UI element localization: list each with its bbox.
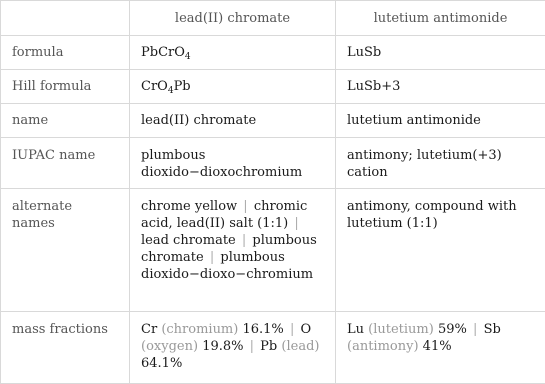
row-label-formula: formula — [1, 36, 130, 70]
formula-lead-chromate — [130, 36, 336, 70]
alternate-name: chromic acid, lead(II) salt (1:1) — [141, 199, 307, 231]
separator: | — [288, 322, 296, 337]
hill-subscript: 4 — [168, 86, 174, 96]
element-symbol: Pb — [260, 339, 277, 354]
table-row — [1, 70, 545, 104]
row-label-alternate-names: alternate names — [1, 189, 130, 312]
element-symbol: O — [300, 322, 311, 337]
element-name: (lead) — [281, 339, 319, 354]
alternate-name: lead chromate — [141, 233, 236, 248]
row-label-mass-fractions: mass fractions — [1, 312, 130, 384]
alternate-names-lead-chromate — [130, 189, 336, 312]
alternate-name: plumbous chromate — [141, 233, 317, 265]
name-lutetium-antimonide: lutetium antimonide — [336, 104, 545, 138]
mass-fractions-lutetium-antimonide — [336, 312, 545, 384]
table-row — [1, 36, 545, 70]
mass-percent: 16.1% — [242, 322, 283, 337]
separator: | — [248, 339, 256, 354]
formula-subscript: 4 — [185, 52, 191, 62]
header-corner — [1, 1, 130, 36]
element-symbol: Sb — [484, 322, 501, 337]
header-lead-chromate: lead(II) chromate — [130, 1, 336, 36]
separator: | — [240, 233, 248, 248]
header-lutetium-antimonide: lutetium antimonide — [336, 1, 545, 36]
iupac-lead-chromate: plumbous dioxido−dioxochromium — [130, 138, 336, 189]
row-label-iupac-name: IUPAC name — [1, 138, 130, 189]
formula-lutetium-antimonide: LuSb — [336, 36, 545, 70]
separator: | — [241, 199, 249, 214]
alternate-names-lutetium-antimonide — [336, 189, 545, 312]
mass-fractions-lead-chromate — [130, 312, 336, 384]
hill-main: CrO — [141, 79, 168, 94]
hill-formula-lutetium-antimonide: LuSb+3 — [336, 70, 545, 104]
element-name: (lutetium) — [368, 322, 434, 337]
separator: | — [208, 250, 216, 265]
element-symbol: Lu — [347, 322, 364, 337]
element-name: (oxygen) — [141, 339, 198, 354]
mass-percent: 41% — [423, 339, 452, 354]
row-label-hill-formula: Hill formula — [1, 70, 130, 104]
name-lead-chromate: lead(II) chromate — [130, 104, 336, 138]
hill-formula-lead-chromate — [130, 70, 336, 104]
separator: | — [292, 216, 300, 231]
element-name: (chromium) — [161, 322, 238, 337]
row-label-name: name — [1, 104, 130, 138]
table-row — [1, 312, 545, 384]
hill-tail: Pb — [174, 79, 191, 94]
mass-percent: 59% — [438, 322, 467, 337]
table-row — [1, 104, 545, 138]
table-row — [1, 189, 545, 312]
alternate-name: plumbous dioxido−dioxo−chromium — [141, 250, 313, 282]
formula-main: PbCrO — [141, 45, 185, 60]
table-row — [1, 138, 545, 189]
mass-percent: 64.1% — [141, 356, 182, 371]
element-name: (antimony) — [347, 339, 419, 354]
mass-percent: 19.8% — [202, 339, 243, 354]
alternate-name: antimony, compound with lutetium (1:1) — [347, 199, 517, 231]
header-row — [1, 1, 545, 36]
separator: | — [471, 322, 479, 337]
element-symbol: Cr — [141, 322, 157, 337]
alternate-name: chrome yellow — [141, 199, 237, 214]
iupac-lutetium-antimonide: antimony; lutetium(+3) cation — [336, 138, 545, 189]
